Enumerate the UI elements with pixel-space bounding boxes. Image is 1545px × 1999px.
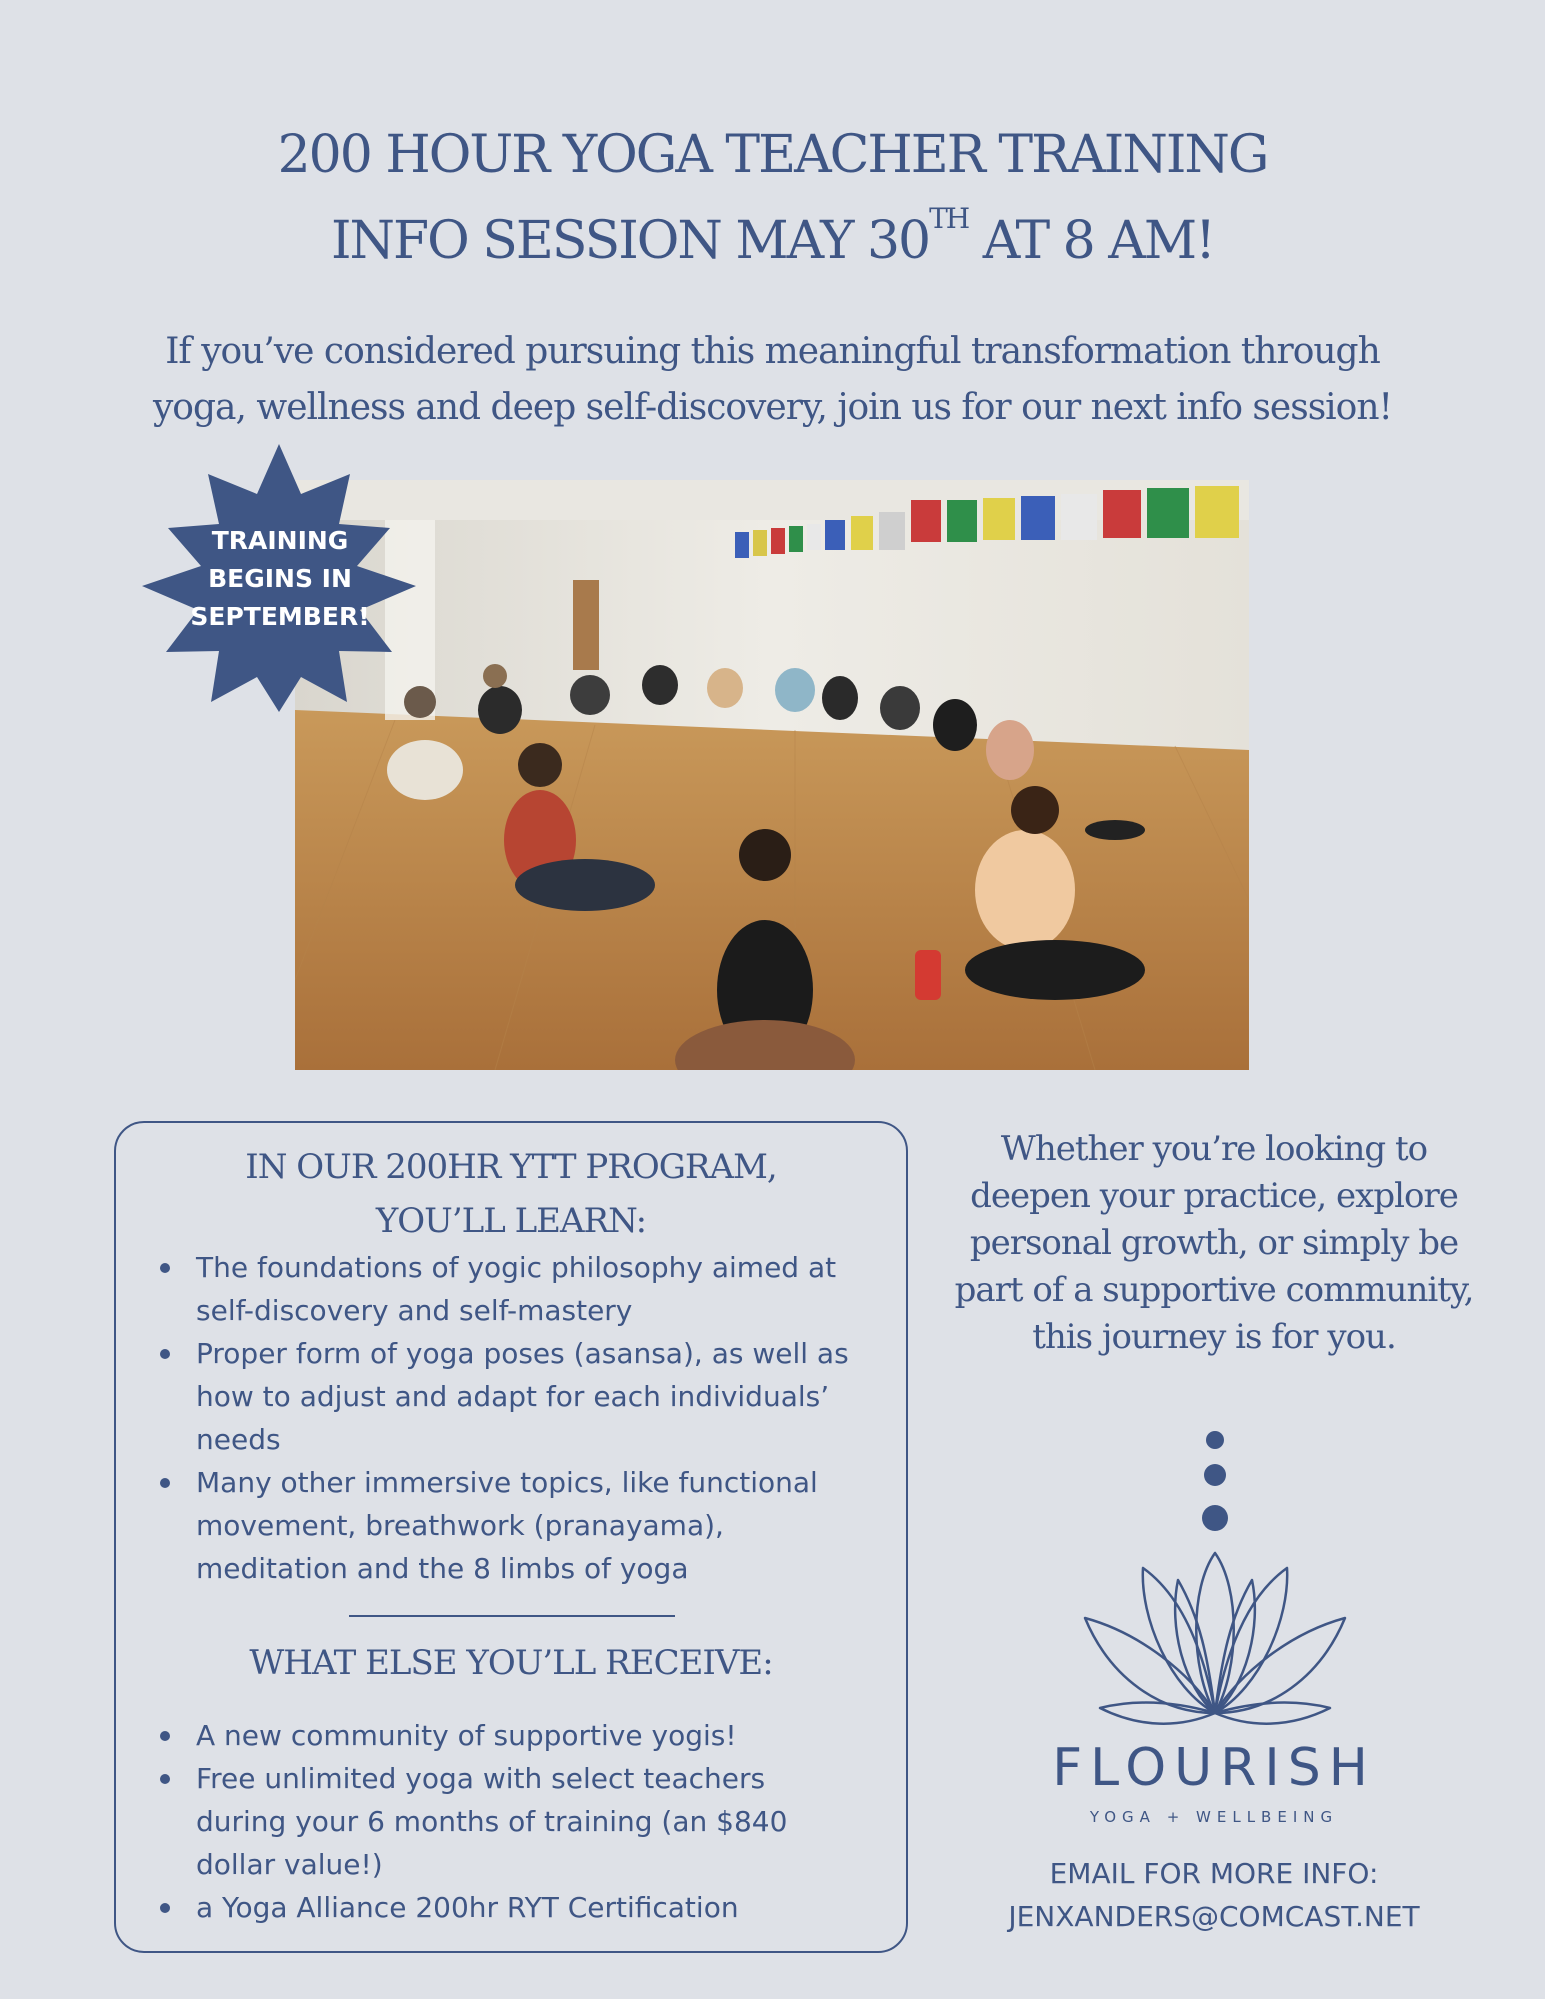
brand-tagline: YOGA + WELLBEING [1089, 1808, 1339, 1826]
whether-text: Whether you’re looking to deepen your practice, explore personal growth, or simply be part of a supportive community, this journey is for you. [954, 1129, 1474, 1357]
dot-small [1206, 1431, 1224, 1449]
lotus-icon [1080, 1548, 1350, 1750]
dot-medium [1204, 1464, 1226, 1486]
list-item: Free unlimited yoga with select teachers during your 6 months of training (an $840 dollar value!) [160, 1757, 890, 1886]
bullet-icon [160, 1731, 170, 1741]
list-item: a Yoga Alliance 200hr RYT Certification [160, 1886, 890, 1929]
headline-line2: INFO SESSION MAY 30TH AT 8 AM! [331, 202, 1214, 271]
receive-list [160, 1714, 890, 1929]
list-item: The foundations of yogic philosophy aimed at self-discovery and self-mastery [160, 1246, 890, 1332]
bullet-icon [160, 1774, 170, 1784]
bullet-icon [160, 1903, 170, 1913]
receive-heading: WHAT ELSE YOU’LL RECEIVE: [249, 1643, 773, 1683]
learn-list [160, 1246, 890, 1590]
headline-line1: 200 HOUR YOGA TEACHER TRAINING [277, 125, 1268, 185]
dot-large [1202, 1505, 1228, 1531]
bullet-icon [160, 1263, 170, 1273]
intro-text: If you’ve considered pursuing this meaningful transformation through yoga, wellness and deep self-discovery, join us for our next info session! [152, 331, 1393, 428]
list-item: Many other immersive topics, like functional movement, breathwork (pranayama), meditation and the 8 limbs of yoga [160, 1461, 890, 1590]
brand-name: FLOURISH [1052, 1738, 1376, 1798]
badge-text: TRAINING BEGINS IN SEPTEMBER! [190, 526, 370, 631]
contact-info [940, 1852, 1488, 1938]
contact-label: EMAIL FOR MORE INFO: [1049, 1857, 1379, 1890]
divider [349, 1615, 675, 1617]
headline [0, 112, 1545, 284]
list-item: A new community of supportive yogis! [160, 1714, 890, 1757]
studio-photo [295, 480, 1249, 1070]
contact-email[interactable]: JENXANDERS@COMCAST.NET [1008, 1900, 1420, 1933]
learn-heading: IN OUR 200HR YTT PROGRAM, YOU’LL LEARN: [245, 1147, 777, 1241]
bullet-icon [160, 1349, 170, 1359]
bullet-icon [160, 1478, 170, 1488]
list-item: Proper form of yoga poses (asansa), as well as how to adjust and adapt for each individuals’ needs [160, 1332, 890, 1461]
